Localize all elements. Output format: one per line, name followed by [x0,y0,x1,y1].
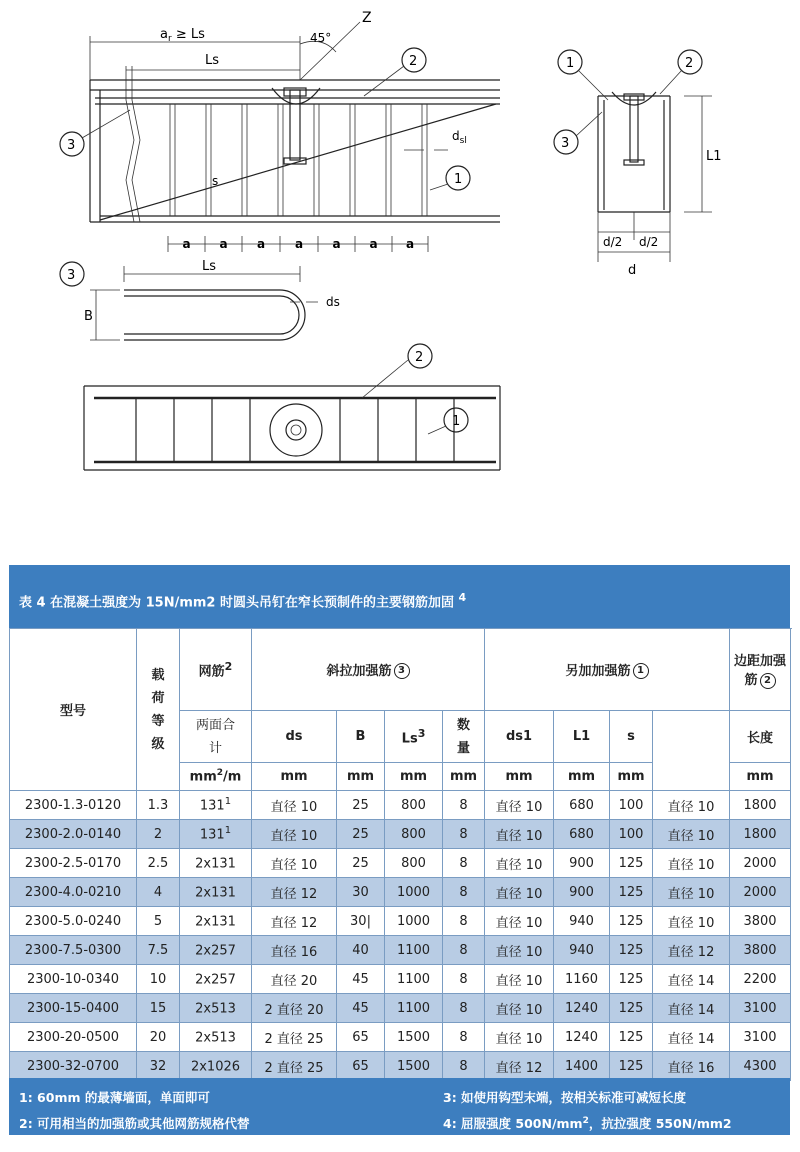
cell-l1: 940 [554,907,610,936]
cell-l1: 900 [554,849,610,878]
marker-2-top: 2 [409,54,418,69]
cell-len: 3100 [730,1023,791,1052]
cell-edge: 直径 16 [653,1052,730,1081]
cell-len: 1800 [730,820,791,849]
d-label: d [628,263,637,278]
mesh-header: 网筋$^2$ [180,629,252,711]
unit-ds1: mm [485,763,554,791]
cell-len: 2000 [730,878,791,907]
cell-load: 32 [137,1052,180,1081]
footnote-4: 4: 屈服强度 $500N/mm^2$，抗拉强度 550N/mm2 [443,1115,732,1131]
half-d-right-label: d/2 [639,235,659,249]
cell-ls: 1500 [385,1023,443,1052]
unit-ds: mm [252,763,337,791]
spacing-label: a [406,237,415,251]
cell-ls: 800 [385,791,443,820]
cell-s: 125 [610,907,653,936]
qty-header: 数量 [443,711,485,763]
cell-edge: 直径 10 [653,791,730,820]
marker-2-plan: 2 [415,350,424,365]
cell-ds: 2 直径 25 [252,1023,337,1052]
table-row [10,791,791,820]
length-header: 长度 [730,711,791,763]
cell-load: 1.3 [137,791,180,820]
unit-length: mm [730,763,791,791]
cell-s: 100 [610,820,653,849]
edge-blank-cell [653,711,730,791]
table-row [10,849,791,878]
cell-ds: 直径 12 [252,907,337,936]
cell-load: 2 [137,820,180,849]
diag-rebar-header: 斜拉加强筋 3 [252,629,485,711]
table-row [10,936,791,965]
cell-ds: 直径 10 [252,791,337,820]
mesh-sub-header: 两面合计 [180,711,252,763]
cell-ds1: 直径 10 [485,878,554,907]
hook-detail [60,259,340,340]
cell-ds1: 直径 10 [485,936,554,965]
cell-mesh: 2x513 [180,1023,252,1052]
cell-s: 125 [610,878,653,907]
cell-model: 2300-32-0700 [10,1052,137,1081]
cell-len: 2200 [730,965,791,994]
table-row [10,907,791,936]
cell-l1: 900 [554,878,610,907]
marker-3-hook: 3 [67,268,76,283]
cell-ls: 1100 [385,965,443,994]
cell-len: 3100 [730,994,791,1023]
unit-qty: mm [443,763,485,791]
cell-l1: 1240 [554,994,610,1023]
cell-len: 3800 [730,907,791,936]
cell-ls: 1000 [385,907,443,936]
cell-ds1: 直径 10 [485,907,554,936]
cell-model: 2300-7.5-0300 [10,936,137,965]
cell-model: 2300-4.0-0210 [10,878,137,907]
cell-edge: 直径 14 [653,994,730,1023]
cell-mesh: $131^1$ [180,791,252,820]
cell-mesh: 2x513 [180,994,252,1023]
table-row [10,1052,791,1081]
footnotes [9,1078,790,1135]
l1-label: L1 [706,149,722,164]
marker-1-plan: 1 [452,414,461,429]
cell-b: 30 [337,878,385,907]
cell-b: 65 [337,1023,385,1052]
cell-mesh: 2x257 [180,936,252,965]
ds-header: ds [252,711,337,763]
cell-qty: 8 [443,1023,485,1052]
cell-s: 125 [610,1023,653,1052]
cell-ds1: 直径 12 [485,1052,554,1081]
ar-label: $a_r \ge Ls$ [160,27,205,44]
marker-1-top: 1 [454,172,463,187]
mesh-unit: $mm^2/m$ [180,763,252,791]
reinforcement-spec-table [9,565,790,1135]
section-view [554,50,722,278]
cell-l1: 940 [554,936,610,965]
table-row [10,820,791,849]
footnote-1: 1: 60mm 的最薄墙面，单面即可 [19,1090,210,1105]
spacing-label: a [257,237,266,251]
cell-ds: 直径 10 [252,849,337,878]
cell-qty: 8 [443,965,485,994]
cell-b: 25 [337,849,385,878]
cell-ds1: 直径 10 [485,791,554,820]
table-caption: 表 4 在混凝土强度为 15N/mm2 时圆头吊钉在窄长预制件的主要钢筋加固 $^4$ [9,565,790,628]
cell-edge: 直径 10 [653,849,730,878]
cell-qty: 8 [443,994,485,1023]
cell-edge: 直径 10 [653,907,730,936]
cell-ds1: 直径 10 [485,994,554,1023]
half-d-left-label: d/2 [603,235,623,249]
cell-s: 125 [610,1052,653,1081]
cell-model: 2300-10-0340 [10,965,137,994]
cell-ds1: 直径 10 [485,820,554,849]
l1-header: L1 [554,711,610,763]
cell-len: 4300 [730,1052,791,1081]
spacing-label: a [369,237,378,251]
cell-ls: 800 [385,849,443,878]
unit-ls: mm [385,763,443,791]
cell-model: 2300-2.0-0140 [10,820,137,849]
spec-grid [9,628,791,1081]
cell-mesh: 2x131 [180,849,252,878]
ds-label: ds [326,295,340,309]
cell-edge: 直径 14 [653,1023,730,1052]
unit-b: mm [337,763,385,791]
cell-ls: 1500 [385,1052,443,1081]
spacing-label: a [182,237,191,251]
cell-ds: 直径 12 [252,878,337,907]
b-header: B [337,711,385,763]
ls-label: Ls [205,53,220,68]
cell-load: 4 [137,878,180,907]
cell-ls: 1000 [385,878,443,907]
cell-edge: 直径 12 [653,936,730,965]
spacing-label: a [219,237,228,251]
cell-edge: 直径 10 [653,820,730,849]
cell-ls: 1100 [385,994,443,1023]
cell-mesh: 2x131 [180,878,252,907]
cell-b: 45 [337,994,385,1023]
cell-model: 2300-2.5-0170 [10,849,137,878]
footnote-3: 3: 如使用钩型末端，按相关标准可减短长度 [443,1090,687,1105]
b-label: B [84,309,93,324]
cell-b: 45 [337,965,385,994]
cell-qty: 8 [443,936,485,965]
cell-b: 30| [337,907,385,936]
table-row [10,994,791,1023]
cell-load: 7.5 [137,936,180,965]
cell-s: 125 [610,936,653,965]
cell-ds: 2 直径 20 [252,994,337,1023]
table-row [10,965,791,994]
cell-model: 2300-5.0-0240 [10,907,137,936]
cell-len: 1800 [730,791,791,820]
plan-view [84,344,500,470]
marker-3-section: 3 [561,136,570,151]
s-header: s [610,711,653,763]
cell-ds: 2 直径 25 [252,1052,337,1081]
cell-load: 20 [137,1023,180,1052]
cell-mesh: 2x257 [180,965,252,994]
table-row [10,1023,791,1052]
cell-ls: 800 [385,820,443,849]
cell-ds1: 直径 10 [485,1023,554,1052]
cell-qty: 8 [443,820,485,849]
cell-b: 65 [337,1052,385,1081]
reinforcement-drawing [0,0,800,510]
z-axis-label: Z [362,10,372,26]
edge-rebar-header: 边距加强筋 2 [730,629,791,711]
cell-mesh: 2x1026 [180,1052,252,1081]
cell-s: 125 [610,994,653,1023]
cell-len: 3800 [730,936,791,965]
cell-ds: 直径 16 [252,936,337,965]
cell-b: 25 [337,820,385,849]
cell-edge: 直径 10 [653,878,730,907]
cell-load: 5 [137,907,180,936]
footnote-2: 2: 可用相当的加强筋或其他网筋规格代替 [19,1116,250,1131]
cell-load: 10 [137,965,180,994]
hook-ls-label: Ls [202,259,217,274]
cell-load: 15 [137,994,180,1023]
cell-b: 25 [337,791,385,820]
extra-rebar-header: 另加加强筋 1 [485,629,730,711]
cell-ds: 直径 10 [252,820,337,849]
table-row [10,878,791,907]
dsl-label: $d_{sl}$ [452,129,467,146]
cell-s: 125 [610,849,653,878]
cell-model: 2300-1.3-0120 [10,791,137,820]
cell-qty: 8 [443,791,485,820]
cell-ds: 直径 20 [252,965,337,994]
marker-1-section: 1 [566,56,575,71]
cell-b: 40 [337,936,385,965]
cell-qty: 8 [443,849,485,878]
ls-header: Ls$^3$ [385,711,443,763]
unit-s: mm [610,763,653,791]
cell-s: 100 [610,791,653,820]
elevation-view [60,10,500,252]
marker-3-top: 3 [67,138,76,153]
angle-label: 45° [310,31,332,45]
cell-ds1: 直径 10 [485,965,554,994]
cell-mesh: 2x131 [180,907,252,936]
unit-l1: mm [554,763,610,791]
cell-qty: 8 [443,878,485,907]
spacing-label: a [332,237,341,251]
cell-l1: 680 [554,820,610,849]
cell-l1: 1240 [554,1023,610,1052]
cell-l1: 1400 [554,1052,610,1081]
cell-model: 2300-20-0500 [10,1023,137,1052]
cell-s: 125 [610,965,653,994]
cell-load: 2.5 [137,849,180,878]
cell-mesh: $131^1$ [180,820,252,849]
cell-ds1: 直径 10 [485,849,554,878]
cell-l1: 680 [554,791,610,820]
cell-len: 2000 [730,849,791,878]
cell-l1: 1160 [554,965,610,994]
cell-qty: 8 [443,907,485,936]
s-label: s [212,174,219,188]
cell-ls: 1100 [385,936,443,965]
cell-edge: 直径 14 [653,965,730,994]
marker-2-section: 2 [685,56,694,71]
cell-model: 2300-15-0400 [10,994,137,1023]
model-header: 型号 [10,629,137,791]
spacing-label: a [295,237,304,251]
cell-qty: 8 [443,1052,485,1081]
load-class-header: 载荷等级 [137,629,180,791]
ds1-header: ds1 [485,711,554,763]
